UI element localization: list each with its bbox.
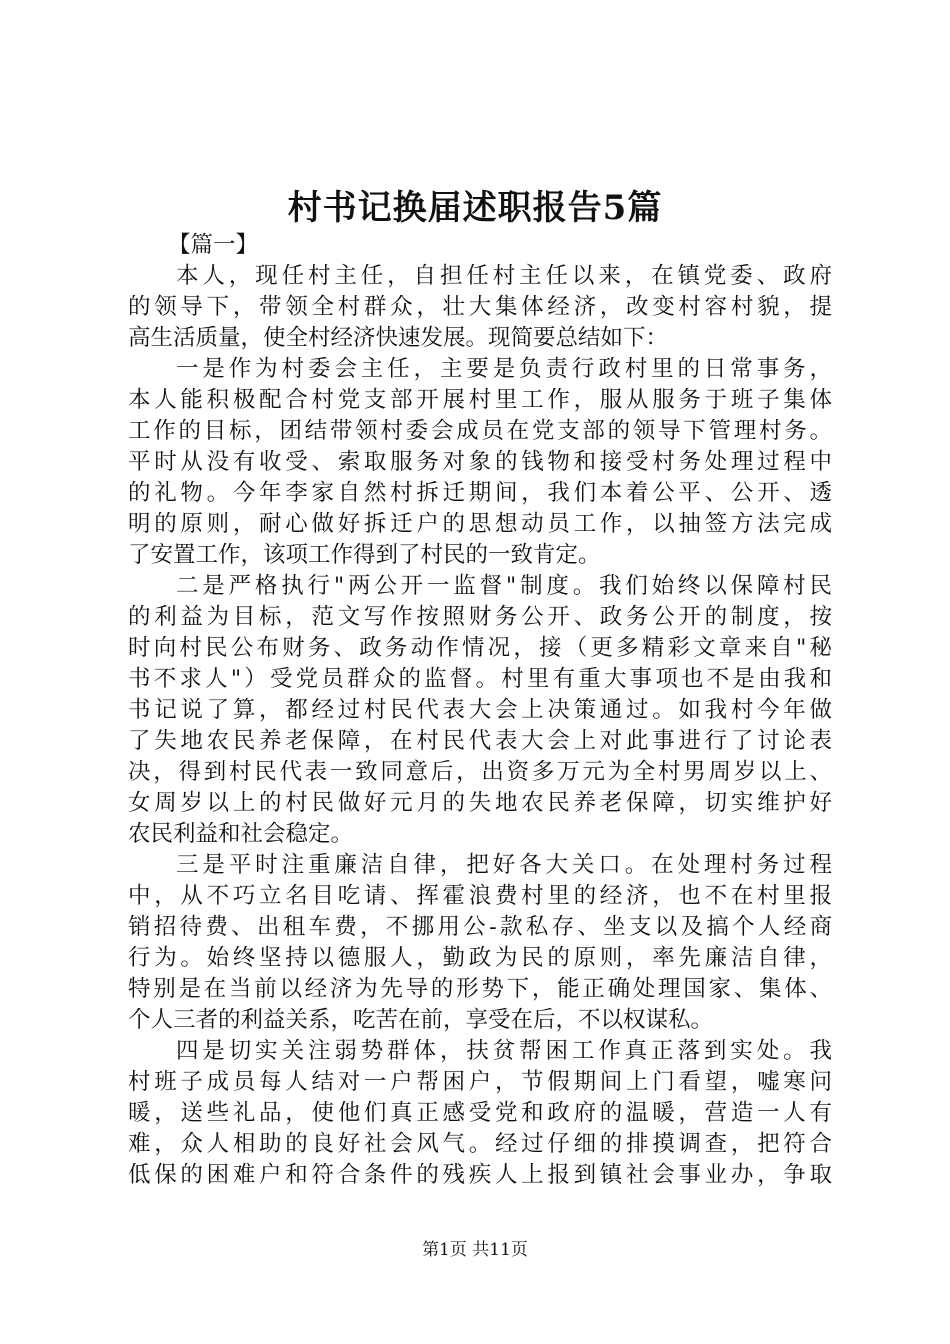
text-line: 一是作为村委会主任，主要是负责行政村里的日常事务，	[176, 356, 832, 382]
text-line: 个人三者的利益关系，吃苦在前，享受在后，不以权谋私。	[128, 1007, 714, 1033]
text-line: 二是严格执行"两公开一监督"制度。我们始终以保障村民	[176, 573, 832, 599]
paragraph-lines	[128, 261, 832, 1191]
text-line: 的礼物。今年李家自然村拆迁期间，我们本着公平、公开、透	[128, 480, 832, 506]
text-line: 本人，现任村主任，自担任村主任以来，在镇党委、政府	[176, 263, 832, 289]
text-line: 的利益为目标，范文写作按照财务公开、政务公开的制度，按	[128, 604, 832, 630]
text-line: 时向村民公布财务、政务动作情况，接（更多精彩文章来自"秘	[128, 635, 832, 661]
text-line: 低保的困难户和符合条件的残疾人上报到镇社会事业办，争取	[128, 1162, 832, 1188]
text-line: 明的原则，耐心做好拆迁户的思想动员工作，以抽签方法完成	[128, 511, 832, 537]
text-line: 书记说了算，都经过村民代表大会上决策通过。如我村今年做	[128, 697, 832, 723]
text-line: 暖，送些礼品，使他们真正感受党和政府的温暖，营造一人有	[128, 1100, 832, 1126]
document-body	[128, 230, 832, 1191]
text-line: 平时从没有收受、索取服务对象的钱物和接受村务处理过程中	[128, 449, 832, 475]
text-line: 村班子成员每人结对一户帮困户，节假期间上门看望，嘘寒问	[128, 1069, 832, 1095]
page-footer: 第1页 共11页	[422, 1240, 528, 1260]
section-heading: 【篇一】	[168, 232, 259, 258]
text-line: 三是平时注重廉洁自律，把好各大关口。在处理村务过程	[176, 852, 832, 878]
text-line: 决，得到村民代表一致同意后，出资多万元为全村男周岁以上、	[128, 759, 832, 785]
text-line: 的领导下，带领全村群众，壮大集体经济，改变村容村貌，提	[128, 294, 832, 320]
text-line: 了失地农民养老保障，在村民代表大会上对此事进行了讨论表	[128, 728, 832, 754]
text-line: 工作的目标，团结带领村委会成员在党支部的领导下管理村务。	[128, 418, 832, 444]
text-line: 行为。始终坚持以德服人，勤政为民的原则，率先廉洁自律，	[128, 945, 832, 971]
text-line: 销招待费、出租车费，不挪用公-款私存、坐支以及搞个人经商	[128, 914, 832, 940]
text-line: 书不求人"）受党员群众的监督。村里有重大事项也不是由我和	[128, 666, 832, 692]
text-line: 农民利益和社会稳定。	[128, 821, 354, 847]
document-title: 村书记换届述职报告5篇	[287, 188, 663, 228]
text-line: 女周岁以上的村民做好元月的失地农民养老保障，切实维护好	[128, 790, 832, 816]
text-line: 难，众人相助的良好社会风气。经过仔细的排摸调查，把符合	[128, 1131, 832, 1157]
text-line: 中，从不巧立名目吃请、挥霍浪费村里的经济，也不在村里报	[128, 883, 832, 909]
text-line: 特别是在当前以经济为先导的形势下，能正确处理国家、集体、	[128, 976, 832, 1002]
text-line: 高生活质量，使全村经济快速发展。现简要总结如下：	[128, 325, 669, 351]
text-line: 四是切实关注弱势群体，扶贫帮困工作真正落到实处。我	[176, 1038, 832, 1064]
text-line: 本人能积极配合村党支部开展村里工作，服从服务于班子集体	[128, 387, 832, 413]
text-line: 了安置工作，该项工作得到了村民的一致肯定。	[128, 542, 601, 568]
